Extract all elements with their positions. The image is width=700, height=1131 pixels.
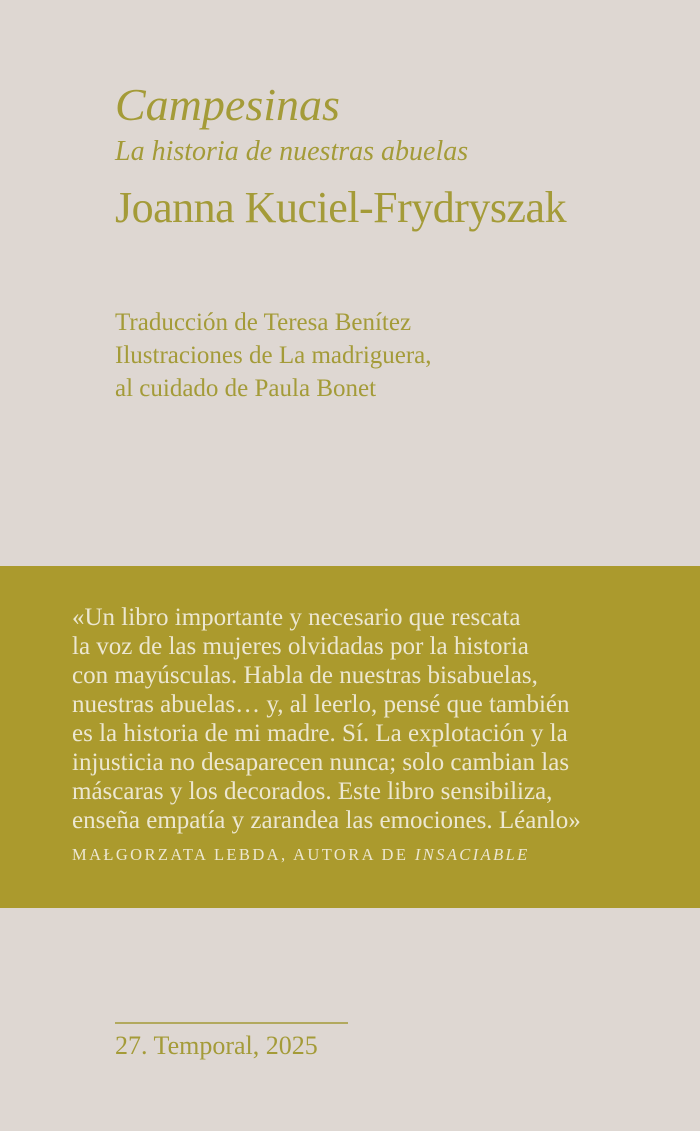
credits-block (115, 306, 432, 405)
quote-attribution-name: MAŁGORZATA LEBDA, AUTORA DE (72, 845, 415, 864)
quote-line: la voz de las mujeres olvidadas por la historia (72, 633, 529, 660)
quote-line: con mayúsculas. Habla de nuestras bisabuelas, (72, 662, 538, 689)
title-block (115, 78, 566, 232)
imprint-number-publisher-year: 27. Temporal, 2025 (115, 1031, 318, 1060)
book-subtitle: La historia de nuestras abuelas (115, 136, 469, 168)
cover-footer-section (0, 908, 700, 1131)
quote-line: máscaras y los decorados. Este libro sensibiliza, (72, 778, 553, 805)
quote-attribution (72, 845, 644, 865)
footer-divider-line (115, 1022, 348, 1024)
credits-translation: Traducción de Teresa Benítez (115, 309, 412, 336)
blurb-quote-section (0, 566, 700, 908)
quote-attribution-work-title: INSACIABLE (414, 845, 530, 864)
quote-line: es la historia de mi madre. Sí. La explotación y la (72, 720, 568, 747)
quote-line: nuestras abuelas… y, al leerlo, pensé que también (72, 691, 570, 718)
quote-line: «Un libro importante y necesario que rescata (72, 604, 521, 631)
credits-illustrations: Ilustraciones de La madriguera, (115, 342, 432, 369)
quote-line: enseña empatía y zarandea las emociones. Léanlo» (72, 807, 581, 834)
credits-curation: al cuidado de Paula Bonet (115, 375, 377, 402)
book-author: Joanna Kuciel-Frydryszak (115, 182, 567, 232)
book-title: Campesinas (115, 79, 340, 130)
quote-line: injusticia no desaparecen nunca; solo cambian las (72, 749, 570, 776)
